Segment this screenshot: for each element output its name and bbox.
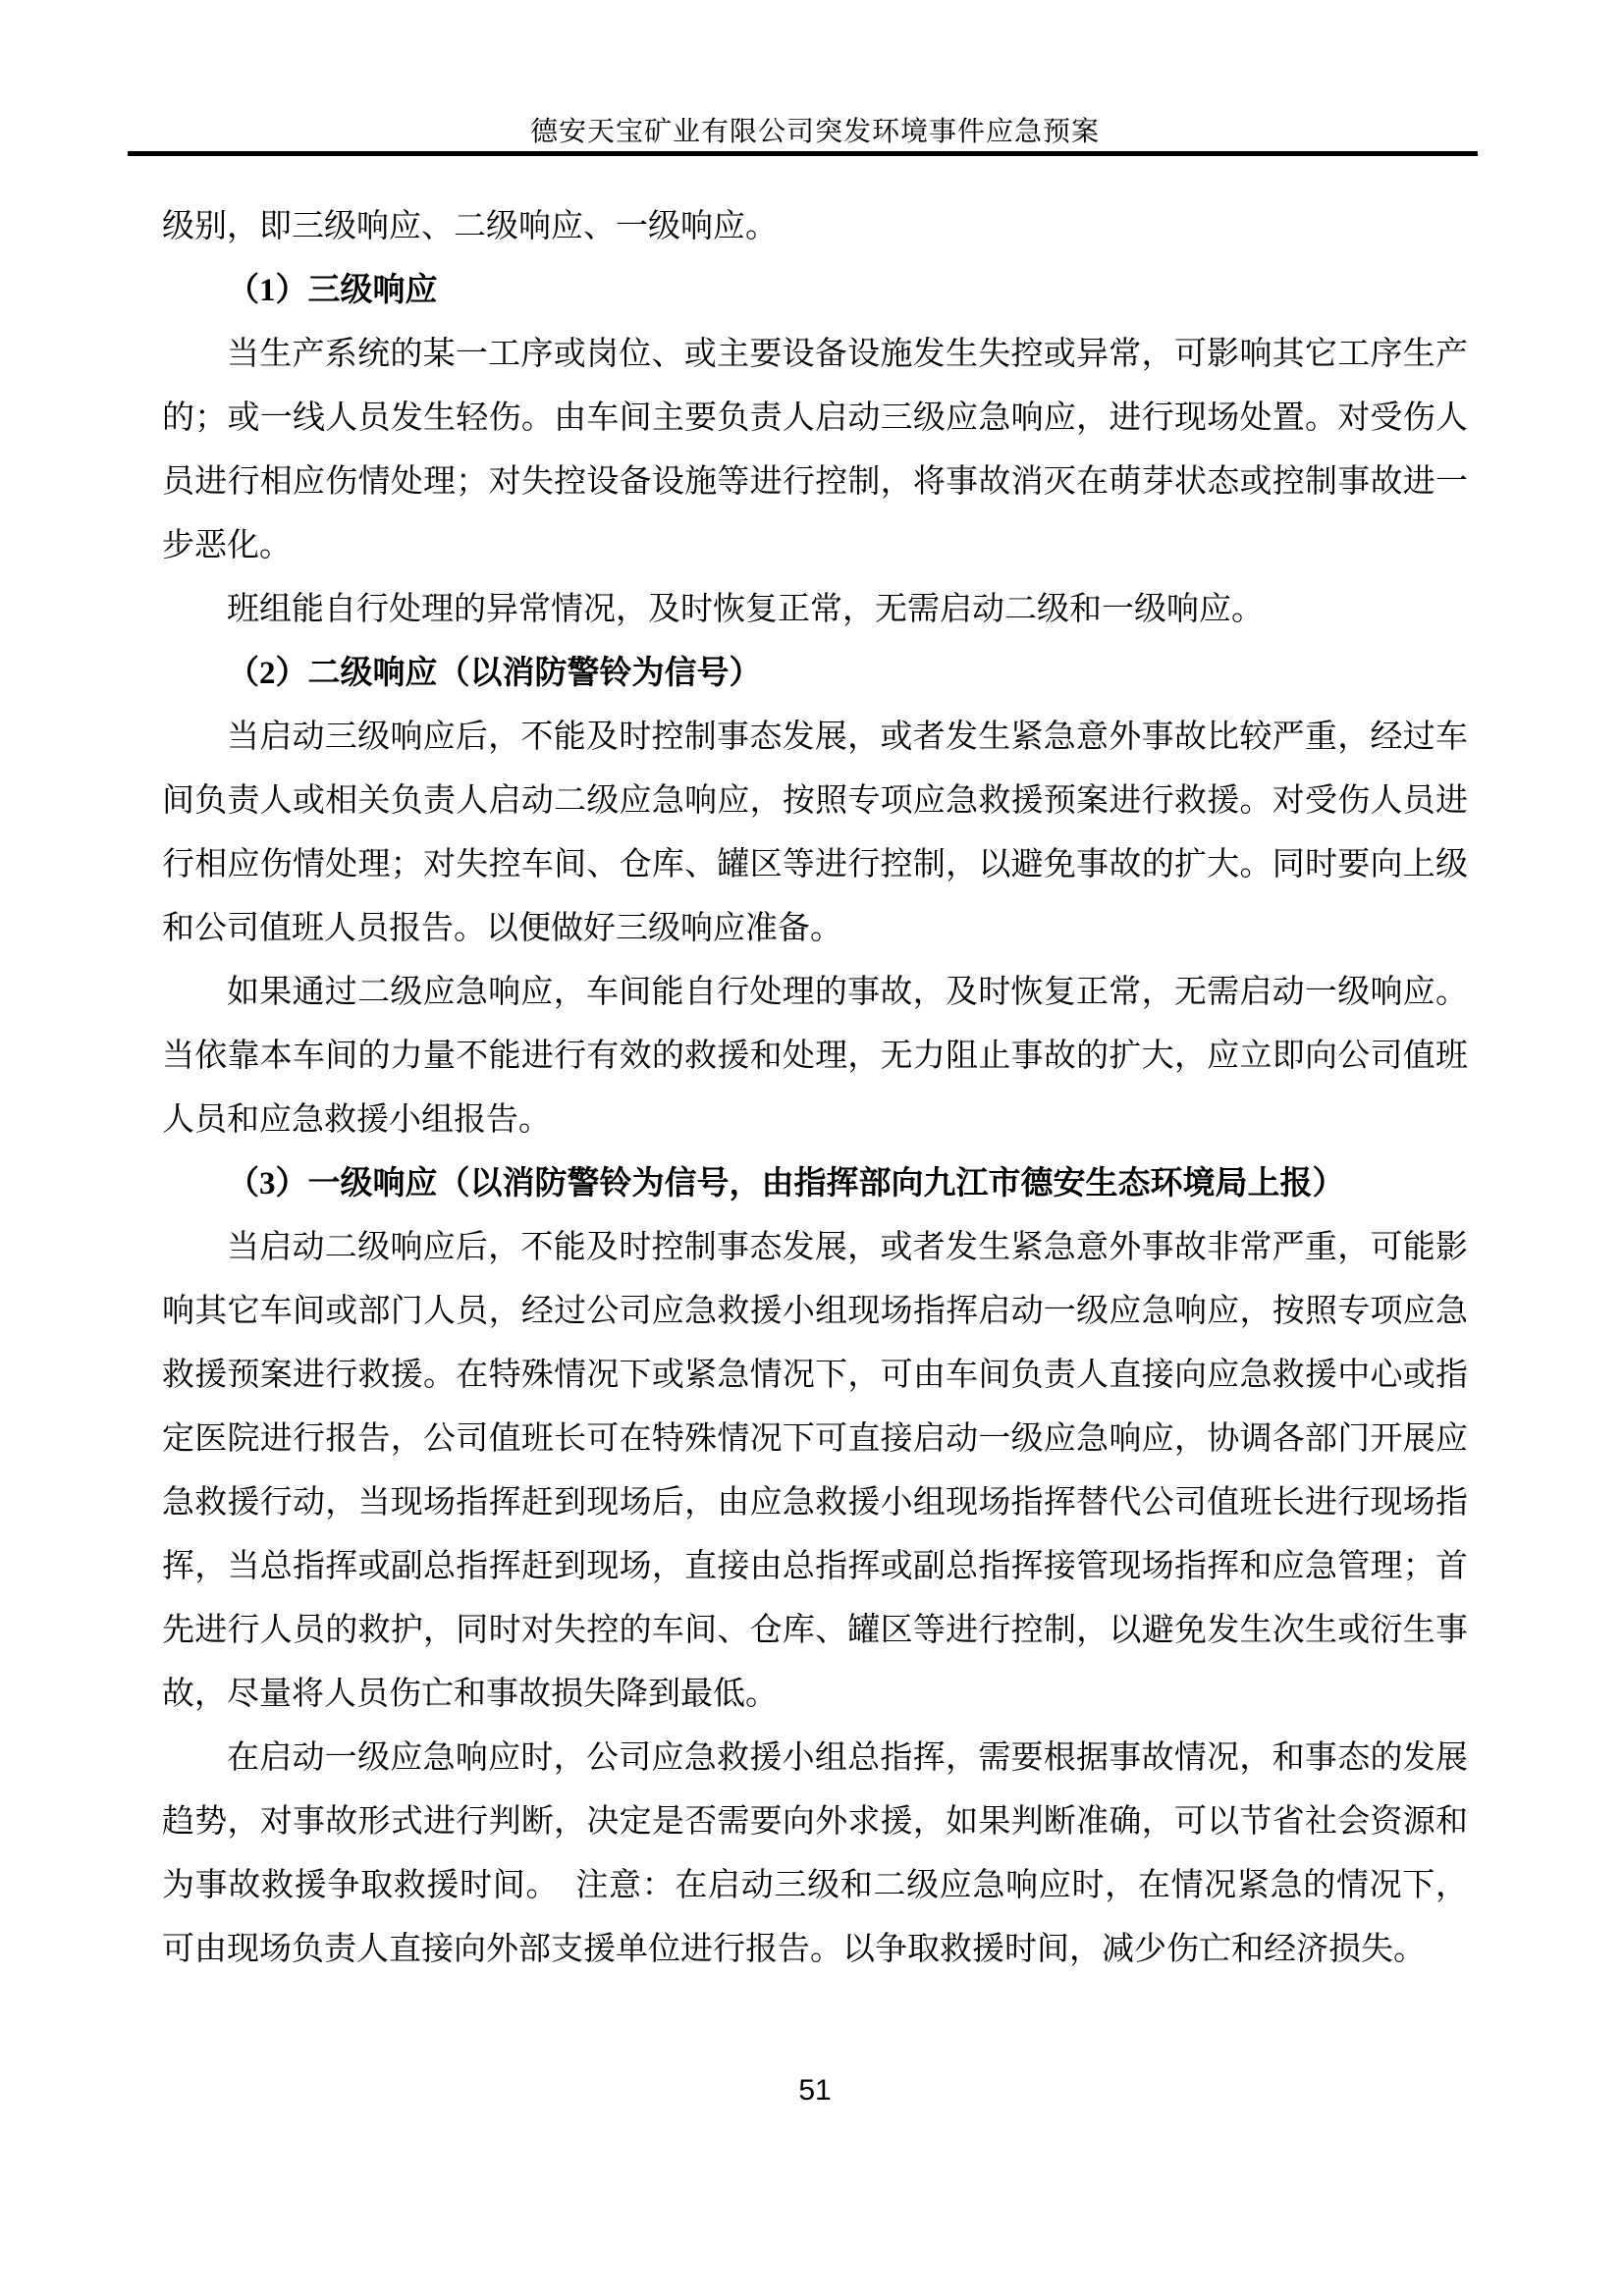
page-number: 51 [798, 2074, 832, 2107]
section-3-heading: （3）一级响应（以消防警铃为信号，由指挥部向九江市德安生态环境局上报） [227, 1166, 1345, 1201]
document-header [162, 116, 1468, 149]
section-1-paragraph-2: 班组能自行处理的异常情况，及时恢复正常，无需启动二级和一级响应。 [227, 592, 1264, 627]
document-body [162, 195, 1468, 1982]
section-3-paragraph-2: 在启动一级应急响应时，公司应急救援小组总指挥，需要根据事故情况，和事态的发展趋势，对事故形式进行判断，决定是否需要向外求援，如果判断准确，可以节省社会资源和为事故救援争取救援时间。 注意：在启动三级和二级应急响应时，在情况紧急的情况下，可由现场负责人直接向外部支援单位进行报告。以争取救援时间，减少伤亡和经济损失。 [162, 1740, 1468, 1967]
header-rule [128, 151, 1478, 156]
section-2-heading: （2）二级响应（以消防警铃为信号） [227, 656, 762, 691]
section-1-paragraph-1: 当生产系统的某一工序或岗位、或主要设备设施发生失控或异常，可影响其它工序生产的；或一线人员发生轻伤。由车间主要负责人启动三级应急响应，进行现场处置。对受伤人员进行相应伤情处理；对失控设备设施等进行控制，将事故消灭在萌芽状态或控制事故进一步恶化。 [162, 337, 1468, 563]
intro-paragraph: 级别，即三级响应、二级响应、一级响应。 [162, 209, 778, 244]
section-2-paragraph-1: 当启动三级响应后，不能及时控制事态发展，或者发生紧急意外事故比较严重，经过车间负责人或相关负责人启动二级应急响应，按照专项应急救援预案进行救援。对受伤人员进行相应伤情处理；对失控车间、仓库、罐区等进行控制，以避免事故的扩大。同时要向上级和公司值班人员报告。以便做好三级响应准备。 [162, 720, 1468, 946]
section-1-heading: （1）三级响应 [227, 273, 438, 308]
header-title: 德安天宝矿业有限公司突发环境事件应急预案 [529, 117, 1100, 147]
document-footer [162, 2069, 1468, 2112]
section-2-paragraph-2: 如果通过二级应急响应，车间能自行处理的事故，及时恢复正常，无需启动一级响应。当依靠本车间的力量不能进行有效的救援和处理，无力阻止事故的扩大，应立即向公司值班人员和应急救援小组报告。 [162, 975, 1468, 1138]
section-3-paragraph-1: 当启动二级响应后，不能及时控制事态发展，或者发生紧急意外事故非常严重，可能影响其它车间或部门人员，经过公司应急救援小组现场指挥启动一级应急响应，按照专项应急救援预案进行救援。在特殊情况下或紧急情况下，可由车间负责人直接向应急救援中心或指定医院进行报告，公司值班长可在特殊情况下可直接启动一级应急响应，协调各部门开展应急救援行动，当现场指挥赶到现场后，由应急救援小组现场指挥替代公司值班长进行现场指挥，当总指挥或副总指挥赶到现场，直接由总指挥或副总指挥接管现场指挥和应急管理；首先进行人员的救护，同时对失控的车间、仓库、罐区等进行控制，以避免发生次生或衍生事故，尽量将人员伤亡和事故损失降到最低。 [162, 1230, 1468, 1712]
